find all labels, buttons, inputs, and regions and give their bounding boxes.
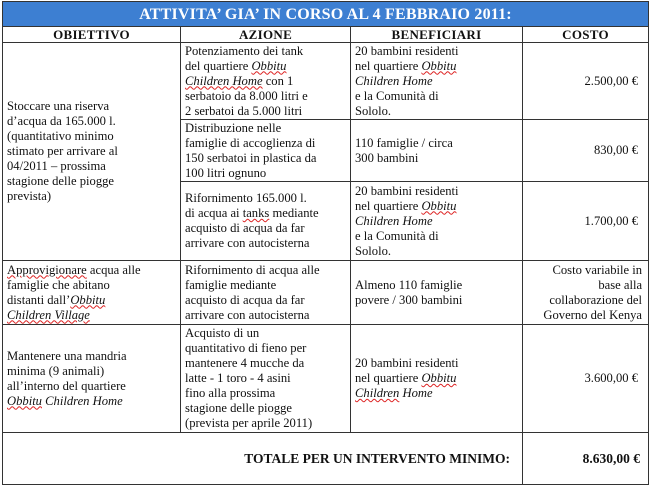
text-line: 110 famiglie / circa	[355, 135, 453, 150]
text-line: 300 bambini	[355, 150, 419, 165]
azione-cell	[181, 325, 351, 433]
text-line: acquisto di acqua da far	[185, 221, 305, 235]
text-line: 20 bambini residenti	[355, 356, 459, 370]
text-line: Rifornimento di acqua alle	[185, 262, 320, 277]
text-fragment: mediante	[269, 206, 319, 220]
azione-cell	[181, 261, 351, 325]
text-line	[355, 59, 518, 74]
text-line: povere / 300 bambini	[355, 292, 463, 307]
text-line: famiglie che abitano	[7, 277, 110, 292]
place-name: Obbitu	[421, 371, 457, 385]
text-line: arrivare con autocisterna	[185, 236, 310, 250]
text-line	[185, 206, 346, 221]
beneficiari-cell	[351, 325, 523, 433]
text-line: famiglie mediante	[185, 277, 277, 292]
beneficiari-cell	[351, 43, 523, 120]
text-line: 04/2011 – prossima	[7, 159, 106, 173]
text-line: stimato per arrivare al	[7, 144, 118, 158]
azione-cell	[181, 182, 351, 261]
place-name: Children	[355, 386, 400, 400]
text-fragment: Approvigionare	[7, 262, 87, 277]
costo-cell: 3.600,00 €	[523, 325, 649, 433]
header-azione: AZIONE	[181, 27, 351, 43]
beneficiari-cell	[351, 120, 523, 182]
place-name: Children Home	[45, 393, 123, 408]
text-line	[355, 199, 518, 214]
text-line: base alla	[598, 277, 643, 292]
costo-cell: 2.500,00 €	[523, 43, 649, 120]
beneficiari-cell	[351, 182, 523, 261]
obiettivo-cell	[3, 43, 181, 261]
text-fragment: distanti dall’	[7, 292, 71, 307]
text-line: 20 bambini residenti	[355, 43, 459, 58]
header-costo: COSTO	[523, 27, 649, 43]
text-line: 20 bambini residenti	[355, 183, 459, 198]
text-line: Acquisto di un	[185, 326, 260, 340]
place-name: Obbitu	[70, 292, 106, 307]
header-beneficiari: BENEFICIARI	[351, 27, 523, 43]
table-row	[3, 43, 649, 120]
table-row	[3, 325, 649, 433]
text-line: all’interno del quartiere	[7, 378, 126, 393]
total-row	[3, 433, 649, 485]
title-row	[3, 2, 649, 27]
text-line: 100 litri ognuno	[185, 165, 267, 180]
text-line: quantitativo di fieno per	[185, 341, 307, 355]
place-name: Children Village	[7, 307, 90, 322]
text-line: e la Comunità di	[355, 228, 439, 243]
text-line: Rifornimento 165.000 l.	[185, 191, 307, 205]
activities-table	[2, 1, 649, 485]
obiettivo-cell	[3, 261, 181, 325]
text-line	[355, 371, 518, 386]
azione-cell	[181, 43, 351, 120]
costo-cell: 1.700,00 €	[523, 182, 649, 261]
text-line: arrivare con autocisterna	[185, 307, 310, 322]
text-fragment: del quartiere	[185, 58, 252, 73]
text-line	[185, 59, 346, 74]
text-line: Mantenere una mandria	[7, 348, 127, 363]
place-name: Obbitu	[7, 393, 42, 408]
text-fragment: di acqua ai	[185, 206, 243, 220]
text-line	[185, 74, 346, 89]
text-fragment: nel quartiere	[355, 58, 422, 73]
text-line: serbatoio da 8.000 litri e	[185, 88, 308, 103]
text-line: Almeno 110 famiglie	[355, 277, 463, 292]
text-fragment: nel quartiere	[355, 371, 422, 385]
total-label: TOTALE PER UN INTERVENTO MINIMO:	[3, 433, 523, 485]
table-row	[3, 261, 649, 325]
text-line: Sololo.	[355, 103, 392, 118]
place-name: Obbitu	[251, 58, 287, 73]
place-name: Children Home	[185, 73, 263, 88]
costo-cell: 830,00 €	[523, 120, 649, 182]
place-name: Children Home	[355, 213, 433, 228]
text-line: Sololo.	[355, 243, 392, 258]
text-line: stagione delle piogge	[185, 401, 293, 415]
beneficiari-cell	[351, 261, 523, 325]
text-line	[355, 386, 518, 401]
text-line: 150 serbatoi in plastica da	[185, 150, 317, 165]
text-line: e la Comunità di	[355, 88, 439, 103]
text-line: d’acqua da 165.000 l.	[7, 114, 116, 128]
table-title: ATTIVITA’ GIA’ IN CORSO AL 4 FEBBRAIO 2011:	[3, 2, 649, 27]
place-name: Obbitu	[421, 198, 457, 213]
text-line: collaborazione del	[549, 292, 643, 307]
header-row	[3, 27, 649, 43]
text-line: 2 serbatoi da 5.000 litri	[185, 103, 303, 118]
text-line: Distribuzione nelle	[185, 120, 282, 135]
text-fragment: con 1	[262, 73, 294, 88]
text-line: acquisto di acqua da far	[185, 292, 305, 307]
text-line: Costo variabile in	[552, 262, 643, 277]
text-line: prevista)	[7, 189, 52, 203]
text-line: minima (9 animali)	[7, 363, 105, 378]
azione-cell	[181, 120, 351, 182]
text-fragment: nel quartiere	[355, 198, 422, 213]
text-line: stagione delle piogge	[7, 174, 115, 188]
obiettivo-cell	[3, 325, 181, 433]
text-line: mantenere 4 mucche da	[185, 356, 305, 370]
text-line	[7, 263, 176, 278]
place-name: Obbitu	[421, 58, 457, 73]
text-fragment: acqua alle	[86, 262, 141, 277]
text-fragment: tanks	[242, 206, 270, 220]
text-line: (prevista per aprile 2011)	[185, 416, 313, 430]
text-line: Governo del Kenya	[543, 307, 643, 322]
header-obiettivo: OBIETTIVO	[3, 27, 181, 43]
text-line: (quantitativo minimo	[7, 129, 114, 143]
costo-cell	[523, 261, 649, 325]
text-line	[7, 394, 176, 409]
text-line: famiglie di accoglienza di	[185, 135, 316, 150]
total-value: 8.630,00 €	[523, 433, 649, 485]
place-name: Children Home	[355, 73, 433, 88]
text-line: Potenziamento dei tank	[185, 43, 304, 58]
text-line: Stoccare una riserva	[7, 99, 110, 113]
text-line: latte - 1 toro - 4 asini	[185, 371, 291, 385]
place-name: Home	[402, 386, 433, 400]
text-line	[7, 293, 176, 308]
text-line: fino alla prossima	[185, 386, 276, 400]
